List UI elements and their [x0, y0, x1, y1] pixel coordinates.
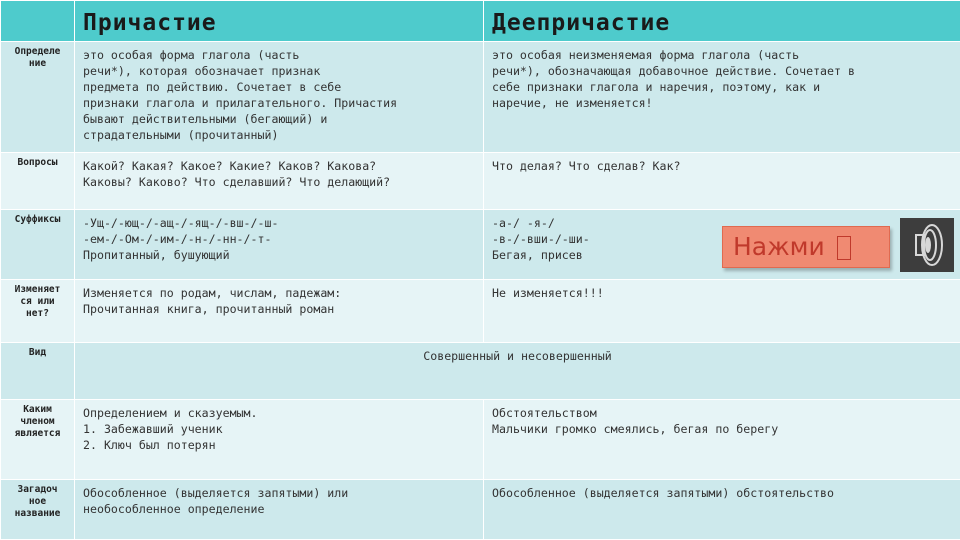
row-label: Определе ние: [1, 42, 75, 153]
row-label: Изменяет ся или нет?: [1, 280, 75, 343]
row-label: Каким членом является: [1, 400, 75, 480]
row-label: Вид: [1, 343, 75, 400]
table-row-aspect: [1, 343, 960, 400]
table-row-questions: [1, 153, 960, 210]
gerund-cell: Не изменяется!!!: [484, 280, 960, 343]
table-row-sentence-role: [1, 400, 960, 480]
table-row-definition: [1, 42, 960, 153]
table-row-mystery-name: [1, 480, 960, 540]
table-header-row: [1, 1, 960, 42]
gerund-cell: это особая неизменяемая форма глагола (часть речи*), обозначающая добавочное действие. Сочетает в себе признаки глагола и наречия, поэтому, как и наречие, не изменяется!: [484, 42, 960, 153]
participle-cell: Обособленное (выделяется запятыми) или необособленное определение: [75, 480, 484, 540]
gerund-cell: Что делая? Что сделав? Как?: [484, 153, 960, 210]
participle-cell: Определением и сказуемым. 1. Забежавший ученик 2. Ключ был потерян: [75, 400, 484, 480]
speaker-icon-graphic: [900, 218, 954, 272]
header-corner: [1, 1, 75, 42]
row-label: Суффиксы: [1, 210, 75, 280]
placeholder-glyph-icon: [837, 236, 851, 260]
press-button-label: Нажми: [733, 232, 825, 261]
participle-cell: это особая форма глагола (часть речи*), которая обозначает признак предмета по действию. Сочетает в себе признаки глагола и прилагательного. Причастия бывают действительными (бегающий) и страдательными (прочитанный): [75, 42, 484, 153]
header-participle: Причастие: [75, 1, 484, 42]
speaker-icon[interactable]: [900, 218, 954, 272]
table-row-changes: [1, 280, 960, 343]
aspect-merged-cell: Совершенный и несовершенный: [75, 343, 960, 400]
gerund-cell: Обстоятельством Мальчики громко смеялись, бегая по берегу: [484, 400, 960, 480]
participle-cell: Изменяется по родам, числам, падежам: Прочитанная книга, прочитанный роман: [75, 280, 484, 343]
gerund-cell: Обособленное (выделяется запятыми) обстоятельство: [484, 480, 960, 540]
row-label: Вопросы: [1, 153, 75, 210]
header-gerund: Деепричастие: [484, 1, 960, 42]
press-button[interactable]: [722, 226, 890, 268]
row-label: Загадоч ное название: [1, 480, 75, 540]
participle-cell: Какой? Какая? Какое? Какие? Каков? Какова? Каковы? Каково? Что сделавший? Что делающий?: [75, 153, 484, 210]
gerund-cell: -а-/ -я-/ -в-/-вши-/-ши- Бегая, присев: [484, 210, 960, 280]
participle-cell: -Ущ-/-ющ-/-ащ-/-ящ-/-вш-/-ш- -ем-/-Ом-/-им-/-н-/-нн-/-т- Пропитанный, бушующий: [75, 210, 484, 280]
